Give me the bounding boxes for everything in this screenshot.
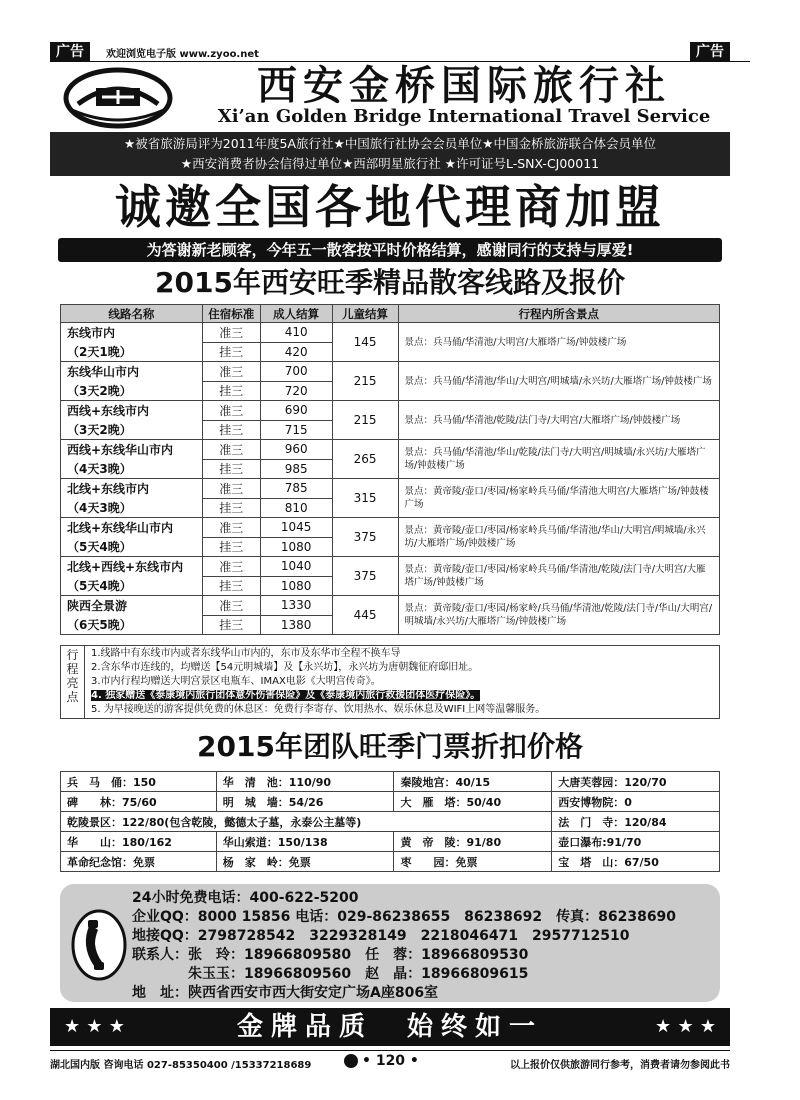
promo-banner: 为答谢新老顾客，今年五一散客按平时价格结算，感谢同行的支持与厚爱! <box>58 238 722 262</box>
route-name: 西线+东线华山市内 <box>61 440 203 460</box>
table-row <box>61 832 720 852</box>
adult-price: 1080 <box>260 576 332 596</box>
company-name-en: Xi’an Golden Bridge International Travel Service <box>217 106 711 127</box>
ticket-cell: 碑 林：75/60 <box>61 792 217 812</box>
hotel-standard: 准三 <box>202 323 260 343</box>
ticket-cell: 宝 塔 山：67/50 <box>552 852 720 872</box>
route-spots: 景点：黄帝陵/壶口/枣园/杨家岭兵马俑/华清池/华山/大明宫/明城墙/永兴坊/大雁塔广场/钟鼓楼广场 <box>398 518 719 557</box>
table-row <box>61 440 720 460</box>
table-row <box>61 852 720 872</box>
header-spots: 行程内所含景点 <box>398 305 719 323</box>
adult-price: 960 <box>260 440 332 460</box>
hotel-standard: 准三 <box>202 362 260 382</box>
list-item: 5. 为早接晚送的游客提供免费的休息区：免费行李寄存、饮用热水、娱乐休息及WIFI上网等温馨服务。 <box>91 704 546 715</box>
label-char: 点 <box>66 690 79 704</box>
adult-price: 1040 <box>260 557 332 577</box>
address: 地 址：陕西省西安市西大街安定广场A座806室 <box>132 985 439 1001</box>
page-footer <box>50 1050 730 1072</box>
ticket-cell: 大 雁 塔：50/40 <box>394 792 552 812</box>
ticket-cell: 兵 马 俑：150 <box>61 772 217 792</box>
label-char: 行 <box>66 648 79 662</box>
route-spots: 景点：兵马俑/华清池/华山/乾陵/法门寺/大明宫/明城墙/永兴坊/大雁塔广场/钟鼓楼广场 <box>398 440 719 479</box>
adult-price: 1045 <box>260 518 332 538</box>
header-hotel-standard: 住宿标准 <box>202 305 260 323</box>
route-spots: 景点：兵马俑/华清池/华山/大明宫/明城墙/永兴坊/大雁塔广场/钟鼓楼广场 <box>398 362 719 401</box>
route-table-header <box>61 305 720 323</box>
highlights-list <box>91 647 545 717</box>
route-duration: （4天3晚） <box>61 459 203 479</box>
contact-people-1: 联系人：张 玲：18966809580 任 蓉：18966809530 <box>132 947 529 963</box>
hotel-standard: 挂三 <box>202 537 260 557</box>
disclaimer: 以上报价仅供旅游同行参考，消费者请勿参阅此书 <box>510 1060 730 1071</box>
route-name: 北线+东线华山市内 <box>61 518 203 538</box>
edition-info: 湖北国内版 咨询电话 027-85350400 /15337218689 <box>50 1060 312 1071</box>
route-duration: （5天4晚） <box>61 537 203 557</box>
adult-price: 1330 <box>260 596 332 616</box>
ticket-cell: 枣 园：免票 <box>394 852 552 872</box>
page-number-value: 120 <box>375 1053 406 1069</box>
route-name: 北线+东线市内 <box>61 479 203 499</box>
table-row <box>61 792 720 812</box>
adult-price: 715 <box>260 420 332 440</box>
hotel-standard: 挂三 <box>202 342 260 362</box>
list-item: 2.含东华市连线的，均赠送【54元明城墙】及【永兴坊】，永兴坊为唐朝魏征府邸旧址。 <box>91 662 479 673</box>
route-name: 北线+西线+东线市内 <box>61 557 203 577</box>
company-name-cn: 西安金桥国际旅行社 <box>257 62 671 109</box>
table-row <box>61 772 720 792</box>
label-char: 亮 <box>66 676 79 690</box>
table-row <box>61 812 720 832</box>
ticket-cell: 华 清 池：110/90 <box>216 772 394 792</box>
hotel-standard: 准三 <box>202 401 260 421</box>
ticket-section-title: 2015年团队旺季门票折扣价格 <box>197 730 583 763</box>
hotel-standard: 准三 <box>202 479 260 499</box>
route-duration: （2天1晚） <box>61 342 203 362</box>
phone-icon <box>70 908 128 982</box>
route-spots: 景点：兵马俑/华清池/大明宫/大雁塔广场/钟鼓楼广场 <box>398 323 719 362</box>
table-row <box>61 596 720 616</box>
ticket-cell: 黄 帝 陵：91/80 <box>394 832 552 852</box>
table-row <box>61 362 720 382</box>
hotel-standard: 准三 <box>202 596 260 616</box>
adult-price: 410 <box>260 323 332 343</box>
honors-bar <box>50 132 730 176</box>
child-price: 265 <box>332 440 398 479</box>
route-name: 陕西全景游 <box>61 596 203 616</box>
child-price: 215 <box>332 362 398 401</box>
publisher-logo-icon <box>344 1054 358 1068</box>
honors-line-1: ★被省旅游局评为2011年度5A旅行社★中国旅行社协会会员单位★中国金桥旅游联合体会员单位 <box>124 136 656 151</box>
ticket-cell: 杨 家 岭：免票 <box>216 852 394 872</box>
hotel-standard: 挂三 <box>202 498 260 518</box>
star-icon: ★ ★ ★ <box>655 1016 716 1037</box>
hotline: 24小时免费电话：400-622-5200 <box>132 890 359 906</box>
ticket-cell: 秦陵地宫：40/15 <box>394 772 552 792</box>
honors-line-2: ★西安消费者协会信得过单位★西部明星旅行社 ★许可证号L-SNX-CJ00011 <box>180 156 600 171</box>
adult-price: 700 <box>260 362 332 382</box>
hotel-standard: 准三 <box>202 440 260 460</box>
adult-price: 985 <box>260 459 332 479</box>
adult-price: 785 <box>260 479 332 499</box>
route-spots: 景点：黄帝陵/壶口/枣园/杨家岭/兵马俑/华清池/乾陵/法门寺/华山/大明宫/明城墙/永兴坊/大雁塔广场/钟鼓楼广场 <box>398 596 719 635</box>
company-qq: 企业QQ：8000 15856 电话：029-86238655 86238692 传真：86238690 <box>132 909 677 925</box>
ground-qq: 地接QQ：2798728542 3229328149 2218046471 2957712510 <box>132 928 630 944</box>
table-row <box>61 557 720 577</box>
adult-price: 1080 <box>260 537 332 557</box>
ticket-cell: 华山索道：150/138 <box>216 832 394 852</box>
table-row <box>61 479 720 499</box>
route-duration: （4天3晚） <box>61 498 203 518</box>
list-item: 1.线路中有东线市内或者东线华山市内的，东市及东华市全程不换车导 <box>91 648 401 659</box>
adult-price: 1380 <box>260 615 332 635</box>
ad-label-right: 广告 <box>690 42 730 62</box>
contact-details <box>132 889 676 1003</box>
list-item: 3.市内行程均赠送大明宫景区电瓶车、IMAX电影《大明宫传奇》。 <box>91 676 381 687</box>
route-duration: （6天5晚） <box>61 615 203 635</box>
slogan-banner <box>50 1008 730 1046</box>
hotel-standard: 准三 <box>202 518 260 538</box>
ticket-cell: 乾陵景区：122/80(包含乾陵，懿德太子墓，永泰公主墓等) <box>61 812 552 832</box>
route-duration: （3天2晚） <box>61 420 203 440</box>
ad-label-left: 广告 <box>50 42 90 62</box>
list-item <box>91 689 545 703</box>
adult-price: 420 <box>260 342 332 362</box>
adult-price: 810 <box>260 498 332 518</box>
ticket-cell: 华 山：180/162 <box>61 832 217 852</box>
route-price-table <box>60 304 720 635</box>
hotel-standard: 挂三 <box>202 381 260 401</box>
child-price: 375 <box>332 518 398 557</box>
route-name: 西线+东线市内 <box>61 401 203 421</box>
main-headline: 诚邀全国各地代理商加盟 <box>115 180 665 234</box>
child-price: 315 <box>332 479 398 518</box>
ticket-cell: 大唐芙蓉园：120/70 <box>552 772 720 792</box>
child-price: 145 <box>332 323 398 362</box>
table-row <box>61 401 720 421</box>
insurance-highlight: 4. 独家赠送《泰康境内旅行团体意外伤害保险》及《泰康境内旅行救援团体医疗保险》。 <box>91 690 481 701</box>
hotel-standard: 挂三 <box>202 459 260 479</box>
star-icon: ★ ★ ★ <box>64 1016 125 1037</box>
route-name: 东线市内 <box>61 323 203 343</box>
adult-price: 720 <box>260 381 332 401</box>
label-char: 程 <box>66 662 79 676</box>
hotel-standard: 挂三 <box>202 615 260 635</box>
route-name: 东线华山市内 <box>61 362 203 382</box>
ticket-cell: 西安博物院：0 <box>552 792 720 812</box>
ticket-cell: 革命纪念馆：免票 <box>61 852 217 872</box>
route-spots: 景点：兵马俑/华清池/乾陵/法门寺/大明宫/大雁塔广场/钟鼓楼广场 <box>398 401 719 440</box>
table-row <box>61 323 720 343</box>
highlights-label <box>61 646 85 718</box>
table-row <box>61 518 720 538</box>
route-section-title: 2015年西安旺季精品散客线路及报价 <box>155 266 625 299</box>
hotel-standard: 挂三 <box>202 576 260 596</box>
ticket-cell: 壶口瀑布:91/70 <box>552 832 720 852</box>
route-duration: （5天4晚） <box>61 576 203 596</box>
ticket-price-table <box>60 771 720 872</box>
route-duration: （3天2晚） <box>61 381 203 401</box>
route-spots: 景点：黄帝陵/壶口/枣园/杨家岭兵马俑/华清池/乾陵/法门寺/大明宫/大雁塔广场/钟鼓楼广场 <box>398 557 719 596</box>
site-tagline: 欢迎浏览电子版 www.zyoo.net <box>106 49 259 60</box>
company-logo-icon <box>62 66 174 130</box>
contact-people-2: 朱玉玉：18966809560 赵 晶：18966809615 <box>132 966 529 982</box>
header-child-price: 儿童结算 <box>332 305 398 323</box>
ticket-cell: 法 门 寺：120/84 <box>552 812 720 832</box>
ticket-cell: 明 城 墙：54/26 <box>216 792 394 812</box>
hotel-standard: 挂三 <box>202 420 260 440</box>
route-spots: 景点：黄帝陵/壶口/枣园/杨家岭兵马俑/华清池大明宫/大雁塔广场/钟鼓楼广场 <box>398 479 719 518</box>
header-route-name: 线路名称 <box>61 305 203 323</box>
child-price: 375 <box>332 557 398 596</box>
slogan: 金牌品质 始终如一 <box>236 1012 543 1042</box>
child-price: 215 <box>332 401 398 440</box>
itinerary-highlights <box>60 645 720 719</box>
hotel-standard: 准三 <box>202 557 260 577</box>
page-number: • 120 • <box>362 1053 419 1069</box>
header-adult-price: 成人结算 <box>260 305 332 323</box>
adult-price: 690 <box>260 401 332 421</box>
child-price: 445 <box>332 596 398 635</box>
